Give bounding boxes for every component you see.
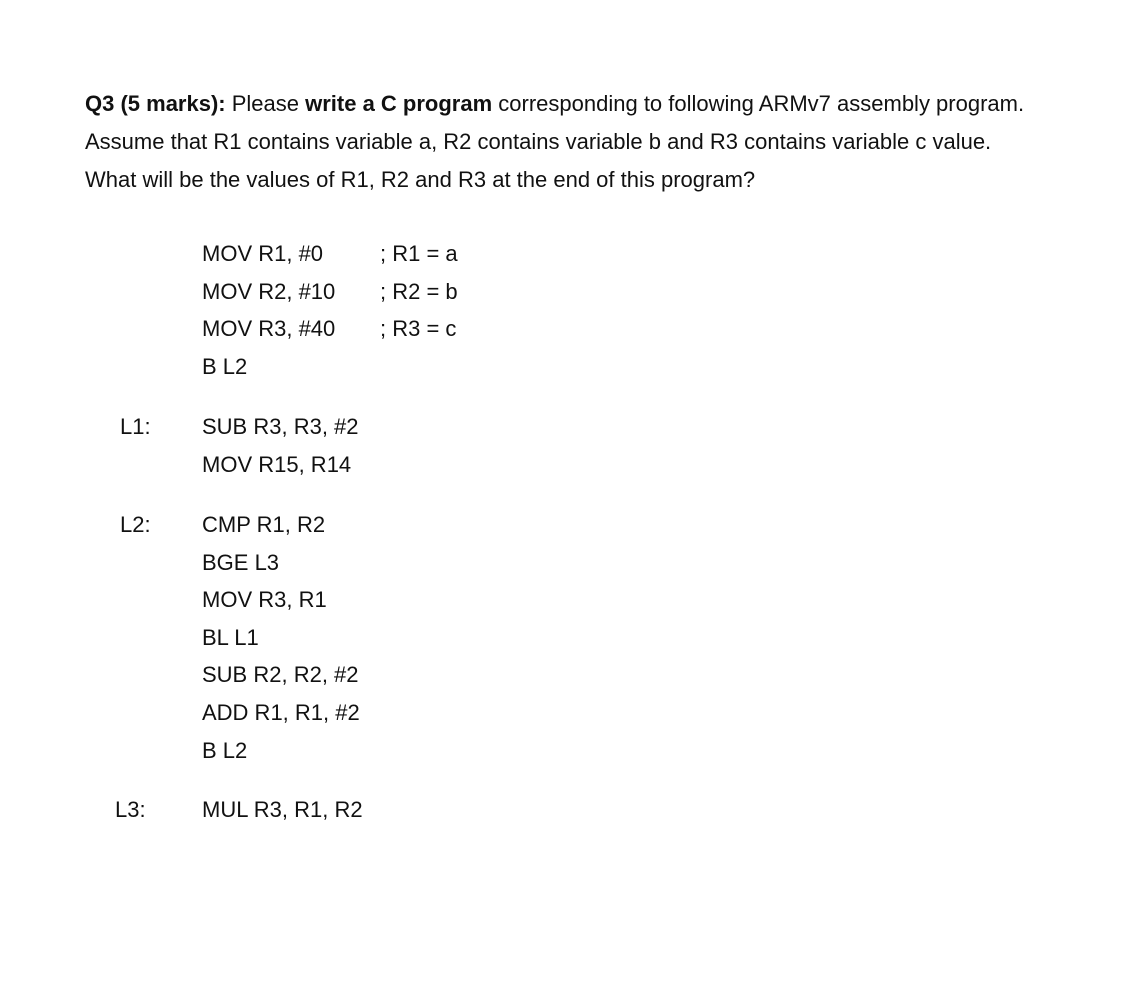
question-heading: Q3 (5 marks): <box>85 91 226 116</box>
asm-comment: ; R2 = b <box>380 279 458 304</box>
asm-label-l1: L1: <box>120 414 151 439</box>
asm-instruction: B L2 <box>202 738 248 763</box>
asm-instruction: SUB R2, R2, #2 <box>202 662 359 687</box>
question-line-1-bold: write a C program <box>305 91 493 116</box>
asm-instruction: MOV R1, #0 <box>202 241 324 266</box>
asm-instruction: BL L1 <box>202 625 259 650</box>
question-text <box>85 85 1120 199</box>
asm-instruction: BGE L3 <box>202 550 280 575</box>
asm-comment: ; R1 = a <box>380 241 458 266</box>
asm-comment: ; R3 = c <box>380 316 457 341</box>
asm-instruction: MOV R15, R14 <box>202 452 352 477</box>
asm-instruction: ADD R1, R1, #2 <box>202 700 360 725</box>
asm-instruction: MOV R3, #40 <box>202 316 336 341</box>
question-line-2: Assume that R1 contains variable a, R2 contains variable b and R3 contains variable c value. <box>85 129 992 154</box>
question-line-1-pre: Please <box>225 91 306 116</box>
question-line-3: What will be the values of R1, R2 and R3 at the end of this program? <box>85 167 756 192</box>
question-line-1 <box>85 85 1120 123</box>
question-line-1-post: corresponding to following ARMv7 assembly program. <box>492 91 1025 116</box>
asm-instruction: MOV R2, #10 <box>202 279 336 304</box>
asm-instruction: SUB R3, R3, #2 <box>202 414 359 439</box>
asm-instruction: B L2 <box>202 354 248 379</box>
asm-instruction: MUL R3, R1, R2 <box>202 797 363 822</box>
asm-label-l2: L2: <box>120 512 151 537</box>
asm-instruction: MOV R3, R1 <box>202 587 327 612</box>
asm-label-l3: L3: <box>115 797 146 822</box>
asm-instruction: CMP R1, R2 <box>202 512 326 537</box>
